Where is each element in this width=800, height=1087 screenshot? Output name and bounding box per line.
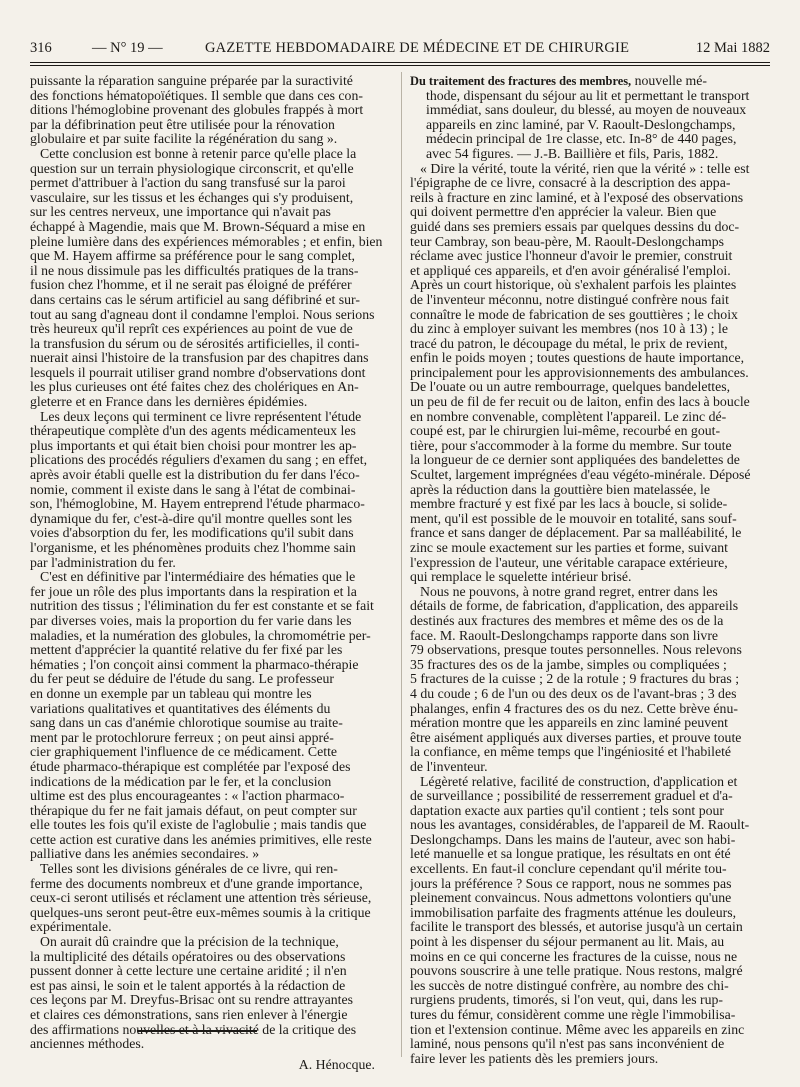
author-signature: A. Hénocque.: [298, 1057, 375, 1072]
left-line: par la défibrination peut être utilisée pour la rénovation: [30, 117, 335, 132]
left-line: Telles sont les divisions générales de ce livre, qui ren-: [40, 862, 338, 877]
right-line: phalanges, enfin 4 fractures des os du nez. Cette brève énu-: [410, 701, 738, 716]
left-line: variations qualitatives et quantitatives des éléments du: [30, 701, 331, 716]
left-line: des affirmations nouvelles et à la vivacité de la critique des: [30, 1022, 357, 1037]
left-line: échappé à Magendie, mais que M. Brown-Séquard a mise en: [30, 219, 366, 234]
right-line: france et sans danger de déplacement. Par sa malléabilité, le: [410, 526, 742, 541]
right-line: les succès de notre distingué confrère, au nombre des chi-: [410, 978, 729, 993]
right-line: la confiance, en même temps que l'ingéniosité et l'habileté: [410, 745, 732, 760]
review-title: Du traitement des fractures des membres,: [410, 74, 632, 88]
right-line: 79 observations, presque toutes personnelles. Nous relevons: [410, 643, 742, 658]
right-line: Nous ne pouvons, à notre grand regret, entrer dans les: [420, 584, 718, 599]
right-line: teur Cambray, son beau-père, M. Raoult-Deslongchamps: [410, 234, 725, 249]
left-line: fusion chez l'homme, et il ne serait pas éloigné de préférer: [30, 278, 352, 293]
right-line: coupé est, par le chirurgien lui-même, recourbé en gout-: [410, 424, 721, 439]
left-line: ceux-ci seront utilisés et réclament une attention très sérieuse,: [30, 891, 372, 906]
left-line: plus importants et qui était bien choisi pour montrer les ap-: [30, 438, 357, 453]
left-column: [30, 74, 395, 1072]
left-line: lesquels il pourrait utiliser grand nombre d'observations dont: [30, 365, 366, 380]
right-line: principalement pour les approvisionnements des ambulances.: [410, 365, 749, 380]
left-line: hématies ; l'on conçoit ainsi comment la pharmaco-thérapie: [30, 657, 359, 672]
right-line: médecin principal de 1re classe, etc. In-8° de 440 pages,: [426, 132, 737, 147]
right-line: réclame avec justice l'honneur d'avoir le premier, construit: [410, 249, 733, 264]
right-line: appareils en zinc laminé, par V. Raoult-Deslongchamps,: [426, 117, 736, 132]
left-line: est pas ainsi, le soin et le talent apportés à la rédaction de: [30, 978, 346, 993]
right-line: mération montre que les appareils en zinc laminé peuvent: [410, 716, 728, 731]
left-line: indications de la médication par le fer, et la conclusion: [30, 774, 332, 789]
left-line: la transfusion du sérum ou de sérosités artificielles, il conti-: [30, 336, 360, 351]
left-line: gleterre et en France dans les dernières épidémies.: [30, 395, 308, 410]
right-line: l'expression de l'auteur, une véritable carapace extérieure,: [410, 555, 728, 570]
left-line: voies d'absorption du fer, les modifications qu'il subit dans: [30, 526, 354, 541]
left-line: ferme des documents nombreux et d'une grande importance,: [30, 876, 363, 891]
left-line: ultime est des plus encourageantes : « l'action pharmaco-: [30, 789, 345, 804]
right-line: rurgiens prudents, timorés, si l'on veut, qui, dans les rup-: [410, 993, 724, 1008]
left-line: ment par le protochlorure ferreux ; on peut ainsi appré-: [30, 730, 334, 745]
left-line: pussent donner à cette lecture une certaine aridité ; il n'en: [30, 964, 347, 979]
right-line: faire lever les patients dès les premiers jours.: [410, 1051, 659, 1066]
left-line: nutrition des tissus ; l'élimination du fer est constante et se fait: [30, 599, 374, 614]
left-line: dans certains cas le sérum artificiel au sang défibriné et sur-: [30, 292, 360, 307]
right-line: tion et l'extension continue. Même avec les appareils en zinc: [410, 1022, 745, 1037]
right-line: destinés aux fractures des membres et même des os de la: [410, 613, 724, 628]
right-line: Scultet, largement imprégnées d'eau végéto-minérale. Déposé: [410, 468, 751, 483]
left-line: l'organisme, et les phénomènes produits chez l'homme sain: [30, 541, 356, 555]
right-line: avec 54 figures. — J.-B. Baillière et fils, Paris, 1882.: [426, 146, 719, 161]
right-line: laminé, nous pensons qu'il n'est pas sans inconvénient de: [410, 1037, 725, 1052]
left-line: étude pharmaco-thérapique est complétée par l'exposé des: [30, 759, 351, 774]
article-end-rule: [137, 1030, 257, 1032]
left-line: puissante la réparation sanguine préparée par la suractivité: [30, 74, 353, 88]
left-line: du fer peut se déduire de l'étude du sang. Le professeur: [30, 672, 334, 687]
left-line: elle toutes les fois qu'il existe de l'aglobulie ; mais tandis que: [30, 818, 367, 833]
right-line: connaître le mode de fabrication de ses gouttières ; le choix: [410, 307, 738, 322]
right-line: de l'inventeur méconnu, notre distingué confrère nous fait: [410, 292, 729, 307]
header-rule: [30, 62, 770, 63]
right-column: [410, 74, 770, 1066]
right-line: leté manuelle et sa longue pratique, les résultats en ont été: [410, 847, 731, 862]
left-line: C'est en définitive par l'intermédiaire des hématies que le: [40, 570, 356, 585]
right-line: qui doivent permettre d'en apprécier la valeur. Bien que: [410, 205, 717, 220]
right-line: facilite le transport des blessés, et autorise jusqu'à un certain: [410, 920, 743, 935]
left-line: ces leçons par M. Dreyfus-Brisac ont su rendre attrayantes: [30, 993, 353, 1008]
left-line: cette action est curative dans les anémies primitives, elle reste: [30, 832, 372, 847]
right-line: face. M. Raoult-Deslongchamps rapporte dans son livre: [410, 628, 719, 643]
right-line: de l'inventeur.: [410, 759, 488, 774]
right-line: l'épigraphe de ce livre, consacré à la description des appa-: [410, 176, 731, 191]
issue-number: — N° 19 —: [92, 40, 163, 56]
left-line: question sur un terrain physiologique circonscrit, et qu'elle: [30, 161, 354, 176]
left-line: très heureux qu'il reprît ces expériences au point de vue de: [30, 322, 353, 337]
left-line: thérapeutique complète d'un des agents médicamenteux les: [30, 424, 356, 439]
right-line: 35 fractures des os de la jambe, simples ou compliquées ;: [410, 657, 727, 672]
right-line: un peu de fil de fer recuit ou de laiton, enfin des lacs à boucle: [410, 395, 750, 410]
left-line: ditions l'hémoglobine provenant des globules frappés à mort: [30, 103, 364, 118]
left-line: il ne nous dissimule pas les difficultés pratiques de la trans-: [30, 263, 359, 278]
right-line: de surveillance ; possibilité de resserrement graduel et d'a-: [410, 789, 733, 804]
left-line: fer joue un rôle des plus importants dans la respiration et la: [30, 584, 357, 599]
left-line: Cette conclusion est bonne à retenir parce qu'elle place la: [40, 146, 357, 161]
left-line: On aurait dû craindre que la précision de la technique,: [40, 935, 339, 950]
left-line: palliative dans les anémies secondaires. »: [30, 847, 260, 862]
right-line: immobilisation parfaite des fragments atténue les douleurs,: [410, 905, 737, 920]
left-line: et claires ces démonstrations, sans rien enlever à l'énergie: [30, 1008, 348, 1022]
left-line: plications des procédés réguliers d'examen du sang ; en effet,: [30, 453, 368, 468]
left-line: sang dans un cas d'anémie chlorotique soumise au traite-: [30, 716, 343, 731]
left-line: par diverses voies, mais la proportion du fer varie dans les: [30, 613, 352, 628]
right-line: point à les dispenser du séjour permanent au lit. Mais, au: [410, 935, 725, 950]
left-line: sur les centres nerveux, une importance qui n'avait pas: [30, 205, 331, 220]
right-line: membre fracturé y est fixé par les lacs à boucle, si solide-: [410, 497, 728, 512]
right-line: détails de forme, de fabrication, d'application, des appareils: [410, 599, 739, 614]
right-line: Deslongchamps. Dans les mains de l'auteur, avec son habi-: [410, 832, 736, 847]
right-line: moins en ce qui concerne les fractures de la cuisse, nous ne: [410, 949, 738, 964]
right-line: 4 du coude ; 6 de l'un ou des deux os de l'avant-bras ; 3 des: [410, 686, 737, 701]
right-line: Légèreté relative, facilité de construction, d'application et: [420, 774, 738, 789]
running-header: [30, 40, 770, 62]
right-line: thode, dispensant du séjour au lit et permettant le transport: [426, 88, 750, 103]
left-line: cier graphiquement l'influence de ce médicament. Cette: [30, 745, 338, 760]
left-line: dynamique du fer, c'est-à-dire qu'il montre quelles sont les: [30, 511, 353, 526]
right-line: reils à fracture en zinc laminé, et à l'exposé des observations: [410, 190, 744, 205]
right-line: immédiat, sans douleur, du blessé, au moyen de nouveaux: [426, 103, 747, 118]
left-line: nuerait ainsi l'histoire de la transfusion par des chapitres dans: [30, 351, 369, 366]
right-line: la longueur de ce dernier sont appliquées des bandelettes de: [410, 453, 740, 468]
right-line: tracé du patron, le découpage du métal, le prix de revient,: [410, 336, 728, 351]
right-line: tière, pour s'accommoder à la forme du membre. Sur toute: [410, 438, 732, 453]
left-line: après avoir établi quelle est la distribution du fer dans l'éco-: [30, 468, 360, 483]
right-line: tures du fémur, considèrent comme une règle l'immobilisa-: [410, 1008, 736, 1022]
left-line: tout au sang d'agneau dont il condamne l'emploi. Nous serions: [30, 307, 375, 322]
left-line: mettent d'apprécier la quantité relative du fer fixé par les: [30, 643, 343, 658]
left-line: pleine lumière dans des expériences mémorables ; et enfin, bien: [30, 234, 383, 249]
right-line: qui remplace le squelette intérieur brisé.: [410, 570, 632, 585]
right-line: en nombre convenable, complètent l'appareil. Le zinc dé-: [410, 409, 727, 424]
left-line: en donne un exemple par un tableau qui montre les: [30, 686, 312, 701]
left-line: quelques-uns seront peut-être eux-mêmes soumis à la critique: [30, 905, 371, 920]
left-line: vasculaire, sur les tissus et les échanges qui s'y produisent,: [30, 190, 354, 205]
right-line: pleinement convaincus. Nous admettons volontiers qu'une: [410, 891, 732, 906]
right-line: nous les avantages, considérables, de l'appareil de M. Raoult-: [410, 818, 750, 833]
right-line: excellents. En faut-il conclure cependant qu'il mérite tou-: [410, 862, 727, 877]
left-line: Les deux leçons qui terminent ce livre représentent l'étude: [40, 409, 362, 424]
right-line: être aisément appliqués aux diverses parties, et prouve toute: [410, 730, 742, 745]
right-line: « Dire la vérité, toute la vérité, rien que la vérité » : telle est: [420, 161, 750, 176]
left-line: la multiplicité des détails opératoires ou des observations: [30, 949, 346, 964]
right-line: après la réduction dans la gouttière bien matelassée, le: [410, 482, 710, 497]
journal-title: GAZETTE HEBDOMADAIRE DE MÉDECINE ET DE CHIRURGIE: [205, 40, 630, 56]
right-line: guidé dans ses premiers essais par quelques dessins du doc-: [410, 219, 740, 234]
right-line: Du traitement des fractures des membres, nouvelle mé-: [410, 74, 708, 88]
right-line: 5 fractures de la cuisse ; 2 de la rotule ; 9 fractures du bras ;: [410, 672, 740, 687]
left-line: thérapique du fer ne fait jamais défaut, on peut compter sur: [30, 803, 357, 818]
page-number: 316: [30, 40, 52, 56]
right-line: zinc se moule exactement sur les parties et forme, suivant: [410, 541, 728, 555]
right-line: enfin le poids moyen ; toutes questions de haute importance,: [410, 351, 745, 366]
left-line: les plus curieuses ont été faites chez des cholériques en An-: [30, 380, 359, 395]
right-line: ment, qu'il est possible de le mouvoir en totalité, sans souf-: [410, 511, 737, 526]
right-line: et appliqué ces appareils, et d'en avoir généralisé l'emploi.: [410, 263, 731, 278]
left-line: globulaire et par suite facilite la régénération du sang ».: [30, 132, 338, 147]
left-line: que M. Hayem affirme sa préférence pour le sang complet,: [30, 249, 355, 264]
right-line: du zinc à employer suivant les membres (nos 10 à 13) ; le: [410, 322, 729, 337]
left-line: son, l'hémoglobine, M. Hayem entreprend l'étude pharmaco-: [30, 497, 365, 512]
column-separator: [401, 72, 402, 1057]
left-line: par l'administration du fer.: [30, 555, 176, 570]
right-line: daptation exacte aux parties qu'il contient ; tels sont pour: [410, 803, 724, 818]
left-line: expérimentale.: [30, 920, 112, 935]
left-line: anciennes méthodes.: [30, 1037, 145, 1052]
left-line: maladies, et la numération des globules, la chromométrie per-: [30, 628, 371, 643]
right-line: Après un court historique, où s'exhalent parfois les plaintes: [410, 278, 737, 293]
issue-date: 12 Mai 1882: [695, 40, 770, 56]
right-line: jours la préférence ? Sous ce rapport, nous ne sommes pas: [410, 876, 732, 891]
header-rule-thin: [30, 65, 770, 66]
right-line: pouvons souscrire à une telle pratique. Nous restons, malgré: [410, 964, 743, 979]
left-line: permet d'attribuer à l'action du sang transfusé sur la paroi: [30, 176, 346, 191]
left-line: des fonctions hématopoïétiques. Il semble que dans ces con-: [30, 88, 363, 103]
right-line: De l'ouate ou un autre rembourrage, quelques bandelettes,: [410, 380, 731, 395]
left-line: nomie, comment il existe dans le sang à l'état de combinai-: [30, 482, 356, 497]
